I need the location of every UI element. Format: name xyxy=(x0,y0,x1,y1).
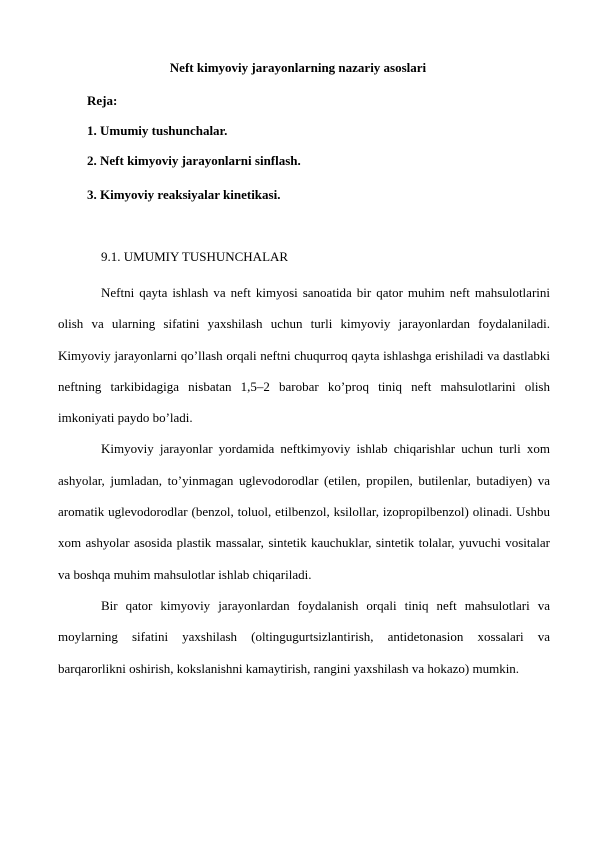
plan-item-1: 1. Umumiy tushunchalar. xyxy=(87,123,228,138)
plan-item-2: 2. Neft kimyoviy jarayonlarni sinflash. xyxy=(87,153,301,168)
document-title: Neft kimyoviy jarayonlarning nazariy asoslari xyxy=(169,60,427,75)
plan-heading: Reja: xyxy=(87,93,118,108)
section-heading: 9.1. UMUMIY TUSHUNCHALAR xyxy=(101,249,289,264)
paragraph-1: Neftni qayta ishlash va neft kimyosi sanoatida bir qator muhim neft mahsulotlarini olish va ularning sifatini yaxshilash uchun turli kimyoviy jarayonlardan foydalaniladi. Kimyoviy jarayonlarni qo’llash orqali neftni chuqurroq qayta ishlashga erishiladi va dastlabki neftning tarkibidagiga nisbatan 1,5–2 barobar ko’proq tiniq neft mahsulotlarini olish imkoniyati paydo bo’ladi. xyxy=(58,285,550,426)
paragraph-3: Bir qator kimyoviy jarayonlardan foydalanish orqali tiniq neft mahsulotlari va moylarning sifatini yaxshilash (oltingugurtsizlantirish, antidetonasion xossalari va barqarorlikni oshirish, kokslanishni kamaytirish, rangini yaxshilash va hokazo) mumkin. xyxy=(58,597,550,676)
body-text xyxy=(58,277,550,684)
paragraph-2: Kimyoviy jarayonlar yordamida neftkimyoviy ishlab chiqarishlar uchun turli xom ashyolar, jumladan, to’yinmagan uglevodorodlar (etilen, propilen, butilenlar, butadiyen) va aromatik uglevodorodlar (benzol, toluol, etilbenzol, ksilollar, izopropilbenzol) olinadi. Ushbu xom ashyolar asosida plastik massalar, sintetik kauchuklar, sintetik tolalar, yuvuchi vositalar va boshqa muhim mahsulotlar ishlab chiqariladi. xyxy=(58,441,550,582)
plan-item-3: 3. Kimyoviy reaksiyalar kinetikasi. xyxy=(87,187,281,202)
